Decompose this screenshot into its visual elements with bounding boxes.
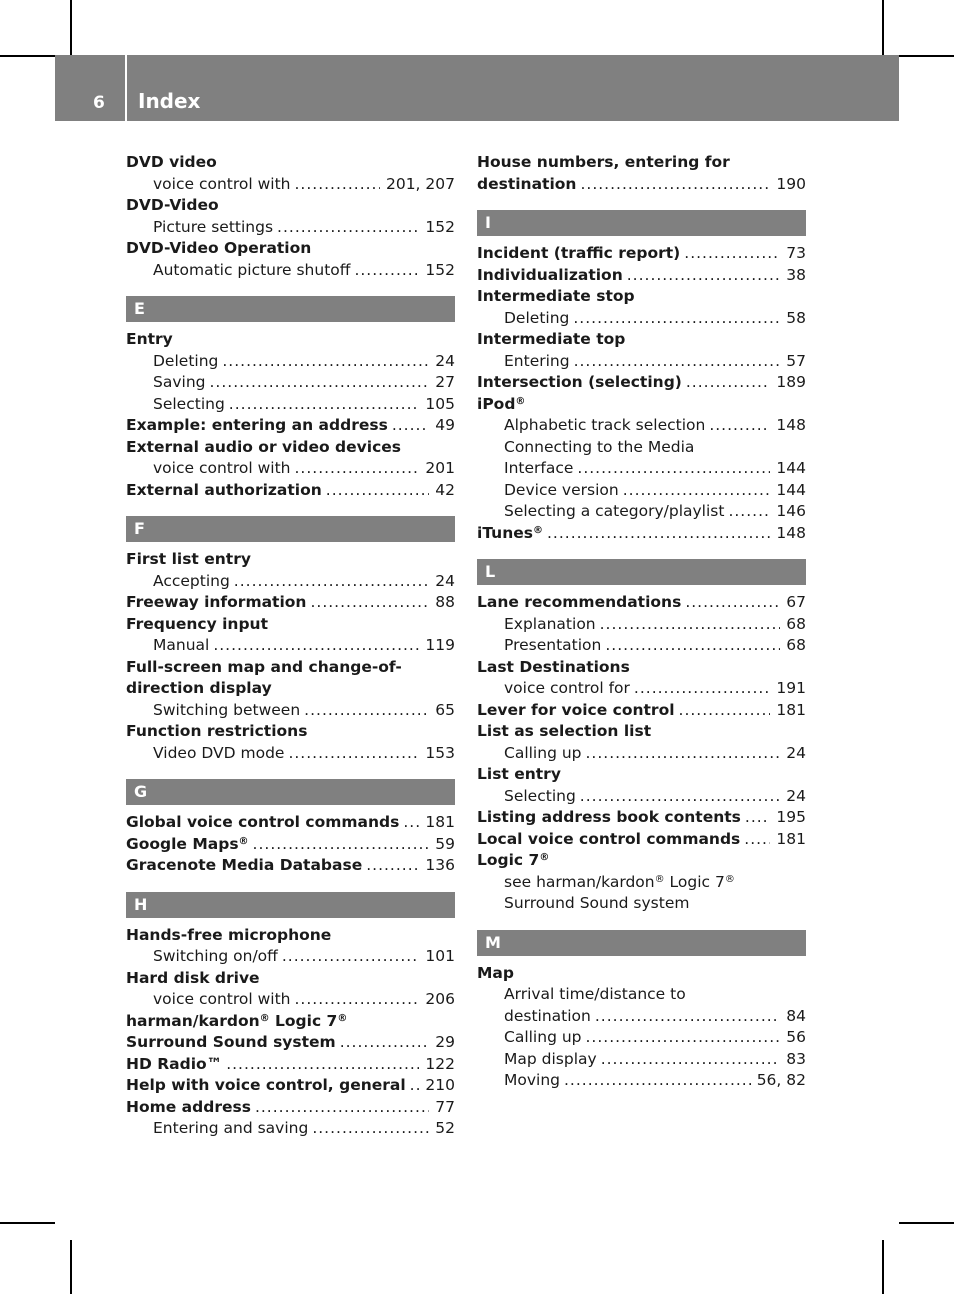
page-ref: 190 (776, 174, 806, 193)
index-entry: External authorization ..... 42 (126, 480, 455, 502)
page-ref: 56 (786, 1028, 806, 1046)
section-header-i: I (477, 210, 806, 236)
page-number: 6 (93, 93, 105, 113)
index-entry: Map (477, 963, 514, 982)
crop-mark (899, 55, 954, 57)
index-entry: Full-screen map and change-of- (126, 657, 402, 676)
index-subentry: Selecting ..... 24 (477, 786, 806, 808)
index-entry: Entry (126, 330, 173, 348)
page-ref: 38 (786, 265, 806, 284)
page-ref: 210 (425, 1076, 455, 1094)
index-entry: DVD-Video Operation (126, 239, 312, 257)
page-ref: 206 (425, 990, 455, 1008)
index-subentry: Device version ..... 144 (477, 480, 806, 502)
page-ref: 84 (786, 1006, 806, 1025)
index-entry: Frequency input (126, 614, 269, 633)
crop-mark (882, 1240, 884, 1294)
index-subentry: voice control for ..... 191 (477, 678, 806, 700)
crop-mark (899, 1222, 954, 1224)
index-entry: List as selection list (477, 722, 652, 740)
crop-mark (0, 1222, 55, 1224)
page-ref: 148 (776, 416, 806, 434)
crop-mark (70, 1240, 72, 1294)
index-entry-continued: Surround Sound system ..... 29 (126, 1032, 455, 1054)
page-ref: 24 (435, 571, 455, 590)
index-subentry: Deleting ..... 58 (477, 308, 806, 330)
page-ref: 119 (425, 636, 455, 654)
index-subentry: Alphabetic track selection ..... 148 (477, 415, 806, 437)
index-entry: DVD-Video (126, 196, 219, 214)
index-entry: Local voice control commands ..... 181 (477, 829, 806, 851)
page-ref: 201, 207 (385, 174, 455, 193)
page-ref: 24 (435, 351, 455, 370)
index-entry: Intermediate top (477, 330, 626, 348)
page-ref: 77 (435, 1097, 455, 1116)
index-subentry: Presentation ..... 68 (477, 635, 806, 657)
index-entry: Lever for voice control ..... 181 (477, 700, 806, 722)
page-ref: 146 (776, 502, 806, 520)
index-column-right (477, 152, 806, 1092)
page-ref: 52 (435, 1119, 455, 1137)
index-subentry: voice control with ..... 206 (126, 989, 455, 1011)
index-entry: Example: entering an address ..... 49 (126, 415, 455, 437)
index-subentry: Switching between ..... 65 (126, 700, 455, 722)
page-ref: 67 (786, 593, 806, 611)
index-subentry: Explanation ..... 68 (477, 614, 806, 636)
page-ref: 189 (776, 373, 806, 391)
page-ref: 24 (786, 743, 806, 762)
index-entry: Gracenote Media Database ..... 136 (126, 855, 455, 877)
section-header-g: G (126, 779, 455, 805)
page-ref: 65 (435, 700, 455, 719)
index-entry: Lane recommendations ..... 67 (477, 592, 806, 614)
page-ref: 73 (786, 244, 806, 262)
crop-mark (70, 0, 72, 55)
index-subentry: Calling up ..... 56 (477, 1027, 806, 1049)
index-column-left (126, 152, 455, 1140)
page-ref: 29 (435, 1033, 455, 1051)
page-ref: 152 (425, 260, 455, 279)
index-entry: Hands-free microphone (126, 925, 332, 944)
page-ref: 136 (425, 856, 455, 874)
page-ref: 101 (425, 947, 455, 965)
page-ref: 49 (435, 416, 455, 434)
index-subentry: Entering ..... 57 (477, 351, 806, 373)
index-entry: Last Destinations (477, 657, 630, 676)
index-subentry: Map display ..... 83 (477, 1049, 806, 1071)
page-title: Index (138, 89, 201, 113)
index-subentry: Accepting ..... 24 (126, 571, 455, 593)
index-entry: House numbers, entering for (477, 153, 730, 171)
page-ref: 153 (425, 743, 455, 762)
page-ref: 59 (435, 834, 455, 853)
index-subentry: Connecting to the Media (504, 437, 695, 456)
index-entry: List entry (477, 765, 561, 783)
crop-mark (0, 55, 55, 57)
page-ref: 201 (425, 459, 455, 477)
index-subentry: voice control with ..... 201, 207 (126, 174, 455, 196)
index-entry: Intersection (selecting) ..... 189 (477, 372, 806, 394)
index-entry: Freeway information ..... 88 (126, 592, 455, 614)
index-subentry: Entering and saving ..... 52 (126, 1118, 455, 1140)
index-subentry: Video DVD mode ..... 153 (126, 743, 455, 765)
index-cross-reference: see harman/kardon® Logic 7® (504, 872, 735, 891)
page-ref: 195 (776, 808, 806, 826)
index-entry: Incident (traffic report) ..... 73 (477, 243, 806, 265)
section-header-f: F (126, 516, 455, 542)
index-subentry: Calling up ..... 24 (477, 743, 806, 765)
page-ref: 191 (776, 679, 806, 697)
index-subentry: Moving ..... 56, 82 (477, 1070, 806, 1092)
crop-mark (882, 0, 884, 55)
page-ref: 57 (786, 351, 806, 370)
page-ref: 152 (425, 217, 455, 236)
index-subentry: Deleting ..... 24 (126, 351, 455, 373)
index-entry: Logic 7® (477, 851, 550, 869)
index-subentry-continued: destination ..... 84 (477, 1006, 806, 1028)
index-cross-reference-continued: Surround Sound system (504, 894, 690, 912)
page-ref: 148 (776, 523, 806, 542)
index-entry: iTunes® ..... 148 (477, 523, 806, 545)
index-entry: First list entry (126, 550, 251, 568)
index-entry: Global voice control commands ..... 181 (126, 812, 455, 834)
page-ref: 58 (786, 308, 806, 327)
page-ref: 181 (425, 813, 455, 831)
section-header-m: M (477, 930, 806, 956)
index-subentry: Selecting a category/playlist ..... 146 (477, 501, 806, 523)
index-subentry: Switching on/off ..... 101 (126, 946, 455, 968)
section-header-e: E (126, 296, 455, 322)
index-entry-continued: direction display (126, 679, 272, 697)
page-ref: 122 (425, 1054, 455, 1073)
index-entry: HD Radio™ ..... 122 (126, 1054, 455, 1076)
page-ref: 56, 82 (756, 1071, 806, 1089)
index-subentry: voice control with ..... 201 (126, 458, 455, 480)
index-entry: Listing address book contents ..... 195 (477, 807, 806, 829)
index-entry: Individualization ..... 38 (477, 265, 806, 287)
index-subentry: Saving ..... 27 (126, 372, 455, 394)
index-entry: Google Maps® ..... 59 (126, 834, 455, 856)
page-ref: 68 (786, 636, 806, 654)
index-entry: DVD video (126, 153, 217, 171)
page-ref: 88 (435, 593, 455, 611)
page-ref: 144 (776, 459, 806, 477)
index-entry: Home address ..... 77 (126, 1097, 455, 1119)
page-ref: 181 (776, 829, 806, 848)
page-ref: 68 (786, 614, 806, 633)
page-header (55, 55, 899, 121)
page-ref: 181 (776, 700, 806, 719)
index-entry: harman/kardon® Logic 7® (126, 1011, 348, 1030)
index-entry: Intermediate stop (477, 287, 635, 305)
index-subentry: Selecting ..... 105 (126, 394, 455, 416)
index-subentry: Arrival time/distance to (504, 985, 686, 1003)
index-entry: Hard disk drive (126, 968, 260, 987)
index-entry: External audio or video devices (126, 437, 402, 456)
section-header-h: H (126, 892, 455, 918)
index-entry: iPod® (477, 394, 526, 413)
index-subentry: Picture settings ..... 152 (126, 217, 455, 239)
page-ref: 83 (786, 1049, 806, 1068)
index-entry: Help with voice control, general ..... 210 (126, 1075, 455, 1097)
index-subentry-continued: Interface ..... 144 (477, 458, 806, 480)
page-ref: 27 (435, 373, 455, 391)
page-ref: 24 (786, 786, 806, 805)
index-entry-continued: destination ..... 190 (477, 174, 806, 196)
index-subentry: Manual ..... 119 (126, 635, 455, 657)
page-ref: 144 (776, 480, 806, 499)
page-ref: 105 (425, 394, 455, 413)
index-subentry: Automatic picture shutoff ..... 152 (126, 260, 455, 282)
index-entry: Function restrictions (126, 722, 308, 740)
page-ref: 42 (435, 480, 455, 499)
section-header-l: L (477, 559, 806, 585)
header-divider (125, 55, 127, 121)
